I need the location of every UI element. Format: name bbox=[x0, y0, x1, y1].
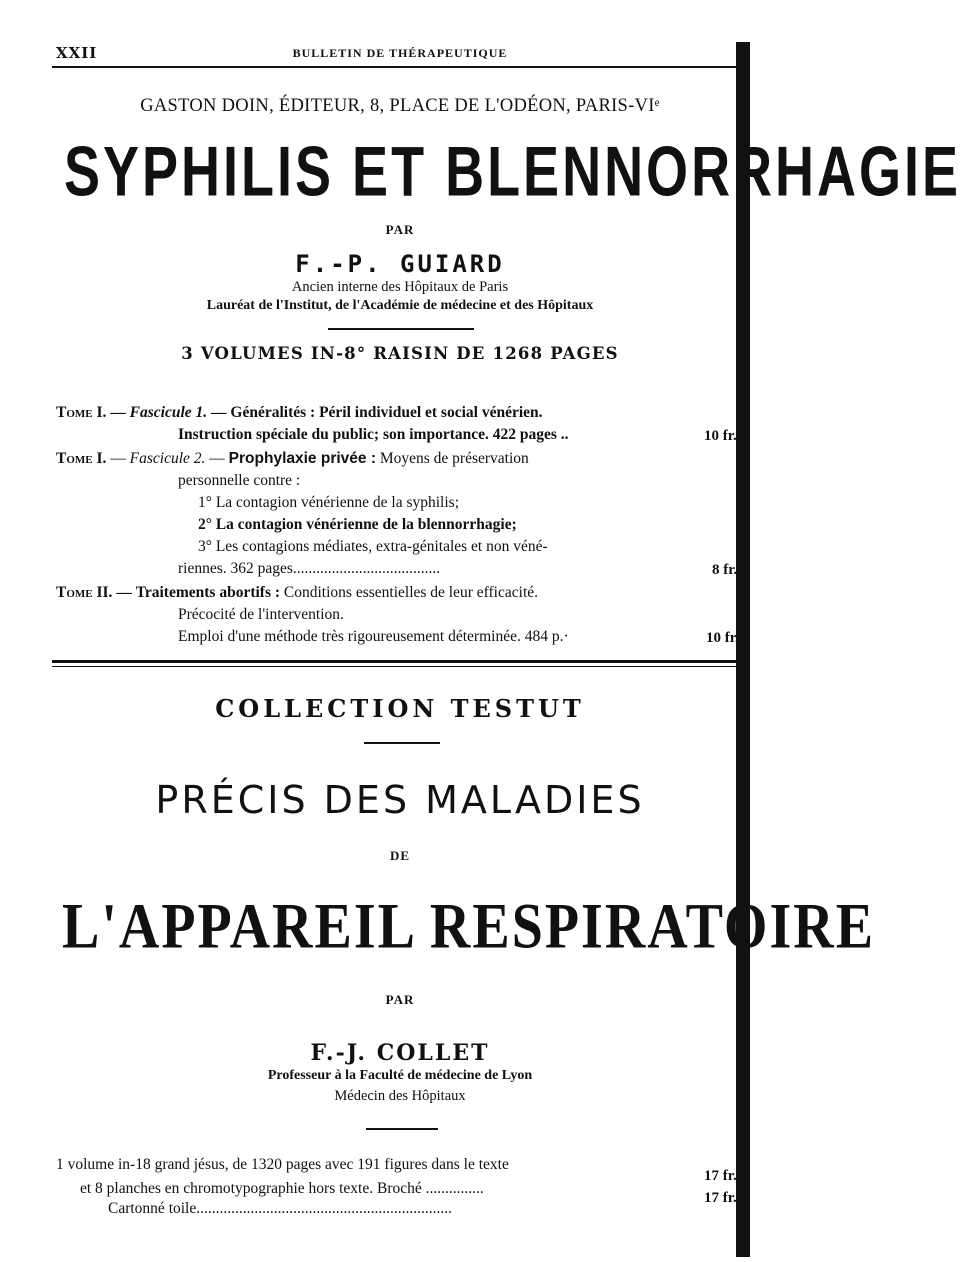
tome-2-item-1: 1° La contagion vénérienne de la syphilis; bbox=[198, 494, 460, 511]
tome-heading: Traitements abortifs : bbox=[135, 584, 281, 601]
tome-entry-2 bbox=[56, 450, 529, 468]
tome-heading: Prophylaxie privée : bbox=[228, 450, 376, 467]
dash: — bbox=[211, 404, 227, 421]
tome-text: Conditions essentielles de leur efficacité. bbox=[283, 584, 538, 601]
tome-2-item-3a: 3° Les contagions médiates, extra-génitales et non véné- bbox=[198, 538, 548, 555]
credential-line-1: Ancien interne des Hôpitaux de Paris bbox=[291, 279, 509, 295]
volumes-line: 3 VOLUMES IN-8° RAISIN DE 1268 PAGES bbox=[181, 344, 619, 363]
details-line-1: 1 volume in-18 grand jésus, de 1320 pages avec 191 figures dans le texte bbox=[56, 1156, 509, 1173]
price-broche: 17 fr. bbox=[704, 1168, 737, 1184]
credential-collet-1: Professeur à la Faculté de médecine de Lyon bbox=[267, 1068, 533, 1083]
tome-3-line-3: Emploi d'une méthode très rigoureusement déterminée. 484 p.· bbox=[178, 628, 569, 645]
dash: — bbox=[110, 404, 126, 421]
dash: — bbox=[110, 450, 126, 467]
running-title: BULLETIN DE THÉRAPEUTIQUE bbox=[292, 46, 508, 60]
book-title-syphilis: SYPHILIS ET BLENNORRHAGIE bbox=[64, 133, 961, 212]
fascicule-label: Fascicule 2. bbox=[129, 450, 206, 467]
tome-1-line-2: Instruction spéciale du public; son importance. 422 pages .. bbox=[178, 426, 569, 443]
par-label-2: PAR bbox=[385, 992, 415, 1007]
short-rule-1 bbox=[328, 328, 474, 330]
book-title-appareil: L'APPAREIL RESPIRATOIRE bbox=[62, 891, 876, 963]
price-tome-3: 10 fr. bbox=[706, 630, 739, 646]
price-tome-1: 10 fr. bbox=[704, 428, 737, 444]
publisher-line: GASTON DOIN, ÉDITEUR, 8, PLACE DE L'ODÉON, PARIS-VIᵉ bbox=[140, 96, 660, 116]
price-tome-2: 8 fr. bbox=[712, 562, 738, 578]
tome-2-item-2: 2° La contagion vénérienne de la blennorrhagie; bbox=[198, 516, 517, 533]
short-rule-3 bbox=[366, 1128, 438, 1130]
collection-title: COLLECTION TESTUT bbox=[215, 694, 585, 723]
tome-heading: Généralités : bbox=[230, 404, 316, 421]
tome-text: Péril individuel et social vénérien. bbox=[319, 404, 543, 421]
separator-thin bbox=[52, 666, 742, 667]
header-rule bbox=[52, 66, 742, 68]
tome-label: Tome I. bbox=[56, 404, 107, 421]
dash: — bbox=[116, 584, 132, 601]
tome-label: Tome II. bbox=[56, 584, 113, 601]
book-title-precis: PRÉCIS DES MALADIES bbox=[155, 778, 645, 822]
par-label: PAR bbox=[385, 222, 415, 237]
short-rule-2 bbox=[364, 742, 440, 744]
tome-2-item-3b: riennes. 362 pages...................................... bbox=[178, 560, 441, 577]
author-collet: F.-J. COLLET bbox=[310, 1040, 490, 1066]
credential-collet-2: Médecin des Hôpitaux bbox=[334, 1088, 466, 1104]
separator-thick bbox=[52, 660, 742, 663]
de-label: DE bbox=[389, 848, 411, 863]
credential-line-2: Lauréat de l'Institut, de l'Académie de médecine et des Hôpitaux bbox=[206, 298, 594, 313]
tome-3-line-2: Précocité de l'intervention. bbox=[178, 606, 344, 623]
dash: — bbox=[209, 450, 225, 467]
page-number: XXII bbox=[56, 44, 98, 62]
tome-2-line-2: personnelle contre : bbox=[178, 472, 301, 489]
details-line-2: et 8 planches en chromotypographie hors texte. Broché ............... bbox=[80, 1180, 484, 1197]
tome-text: Moyens de préservation bbox=[379, 450, 529, 467]
price-cartonne: 17 fr. 6 bbox=[704, 1190, 749, 1206]
fascicule-label: Fascicule 1. bbox=[129, 404, 208, 421]
tome-label: Tome I. bbox=[56, 450, 107, 467]
author-guiard: F.-P. GUIARD bbox=[295, 250, 505, 278]
details-line-3: Cartonné toile.................................................................. bbox=[108, 1200, 452, 1217]
tome-entry-3 bbox=[56, 584, 538, 602]
tome-entry-1 bbox=[56, 404, 543, 422]
